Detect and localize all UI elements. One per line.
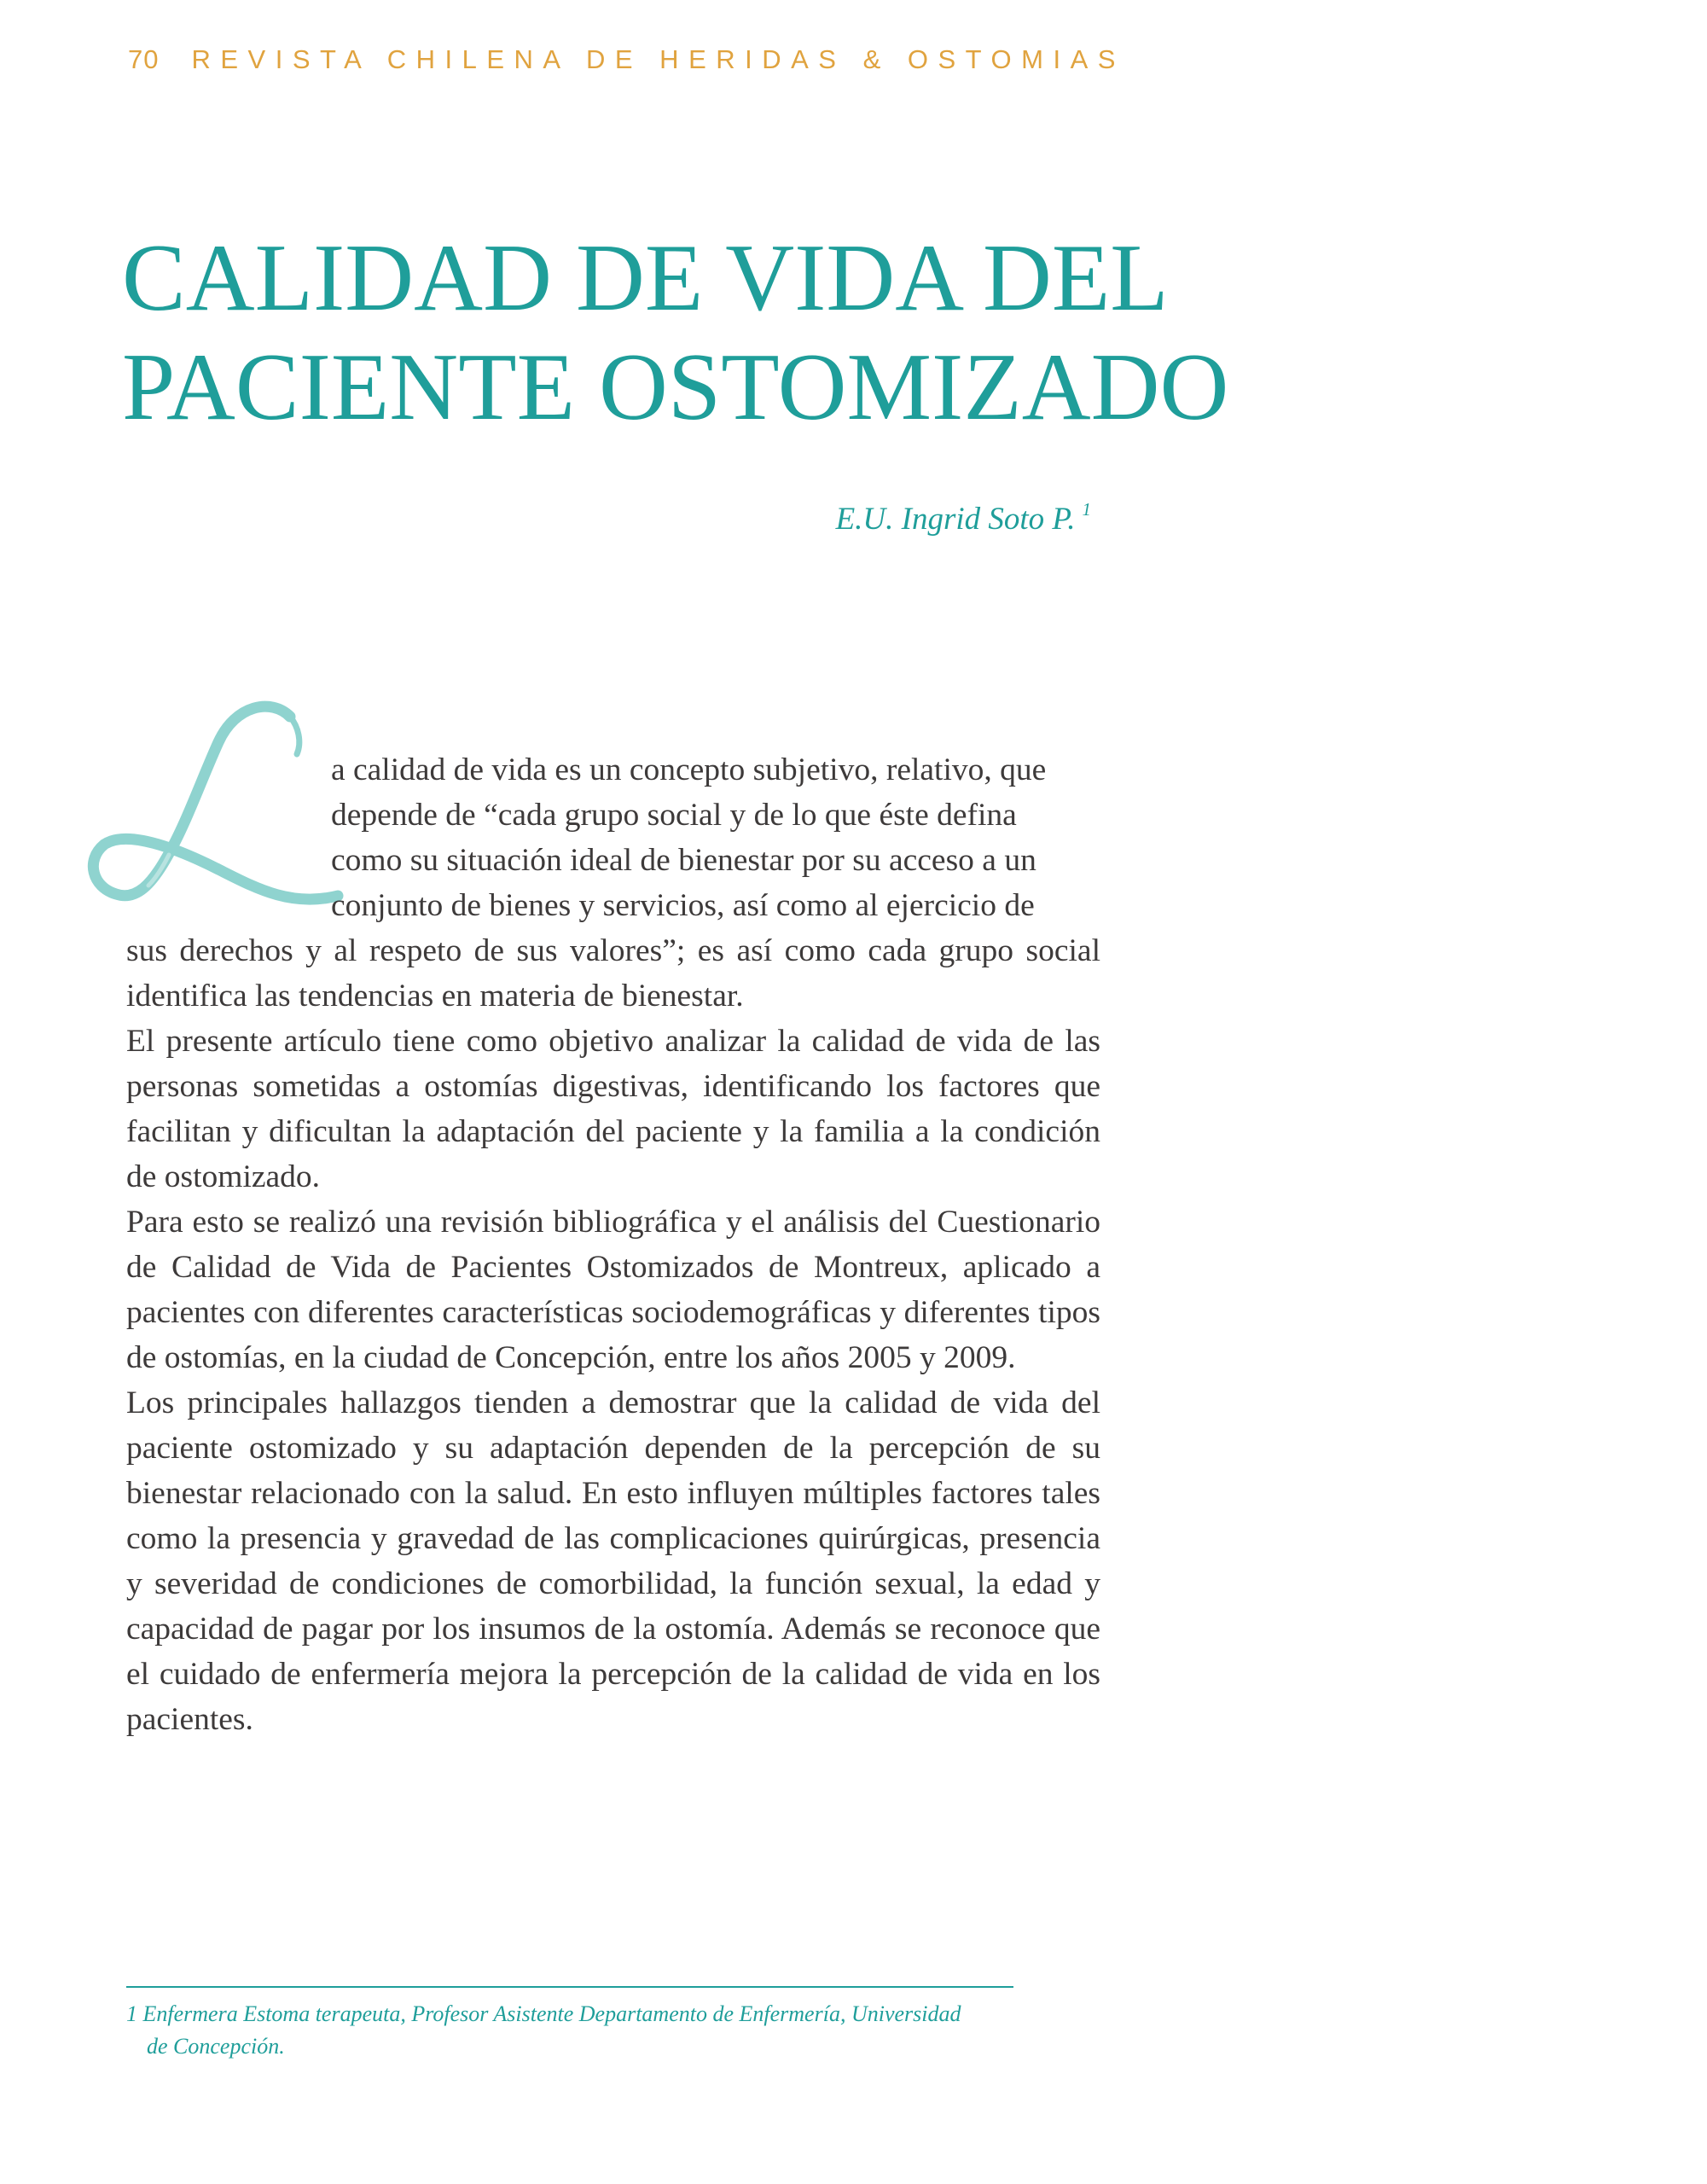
paragraph-1-line-3: como su situación ideal de bienestar por su acceso a un [331,843,1036,878]
footnote-divider [126,1986,1013,1988]
paragraph-1-line-2: depende de “cada grupo social y de lo que éste defina [331,798,1017,833]
title-line-2: PACIENTE OSTOMIZADO [122,334,1229,440]
author-name: E.U. Ingrid Soto P. [835,502,1076,537]
paragraph-1-line-5: sus derechos y al respeto de sus valores”; es así como cada grupo social [126,933,1100,968]
title-line-1: CALIDAD DE VIDA DEL [122,225,1169,331]
running-head [128,44,1125,75]
footnote-line-1: 1 Enfermera Estoma terapeuta, Profesor Asistente Departamento de Enfermería, Universidad [126,2001,961,2026]
paragraph-1-line-4: conjunto de bienes y servicios, así como al ejercicio de [331,888,1035,923]
page-number: 70 [128,44,160,74]
paragraph-3: Para esto se realizó una revisión bibliográfica y el análisis del Cuestionario de Calidad de Vida de Pacientes Ostomizados de Montreux, aplicado a pacientes con diferentes características sociodemográficas y diferentes tipos de ostomías, en la ciudad de Concepción, entre los años 2005 y 2009. [126,1205,1100,1375]
author-byline [836,499,1091,537]
author-note-ref: 1 [1082,499,1091,520]
paragraph-4: Los principales hallazgos tienden a demostrar que la calidad de vida del paciente ostomizado y su adaptación dependen de la percepción de su bienestar relacionado con la salud. En esto influyen múltiples factores tales como la presencia y gravedad de las complicaciones quirúrgicas, presencia y severidad de condiciones de comorbilidad, la función sexual, la edad y capacidad de pagar por los insumos de la ostomía. Además se reconoce que el cuidado de enfermería mejora la percepción de la calidad de vida en los pacientes. [126,1385,1100,1737]
paragraph-2: El presente artículo tiene como objetivo analizar la calidad de vida de las personas sometidas a ostomías digestivas, identificando los factores que facilitan y dificultan la adaptación del paciente y la familia a la condición de ostomizado. [126,1024,1100,1194]
footnote [126,1998,1022,2063]
journal-title: REVISTA CHILENA DE HERIDAS & OSTOMIAS [191,44,1125,74]
paragraph-1-line-1: a calidad de vida es un concepto subjetivo, relativo, que [331,752,1047,787]
paragraph-1 [126,747,1100,1019]
article-body [126,747,1100,1742]
footnote-line-2: de Concepción. [147,2034,285,2059]
paragraph-1-line-6: identifica las tendencias en materia de bienestar. [126,979,744,1014]
article-title [122,224,1228,442]
